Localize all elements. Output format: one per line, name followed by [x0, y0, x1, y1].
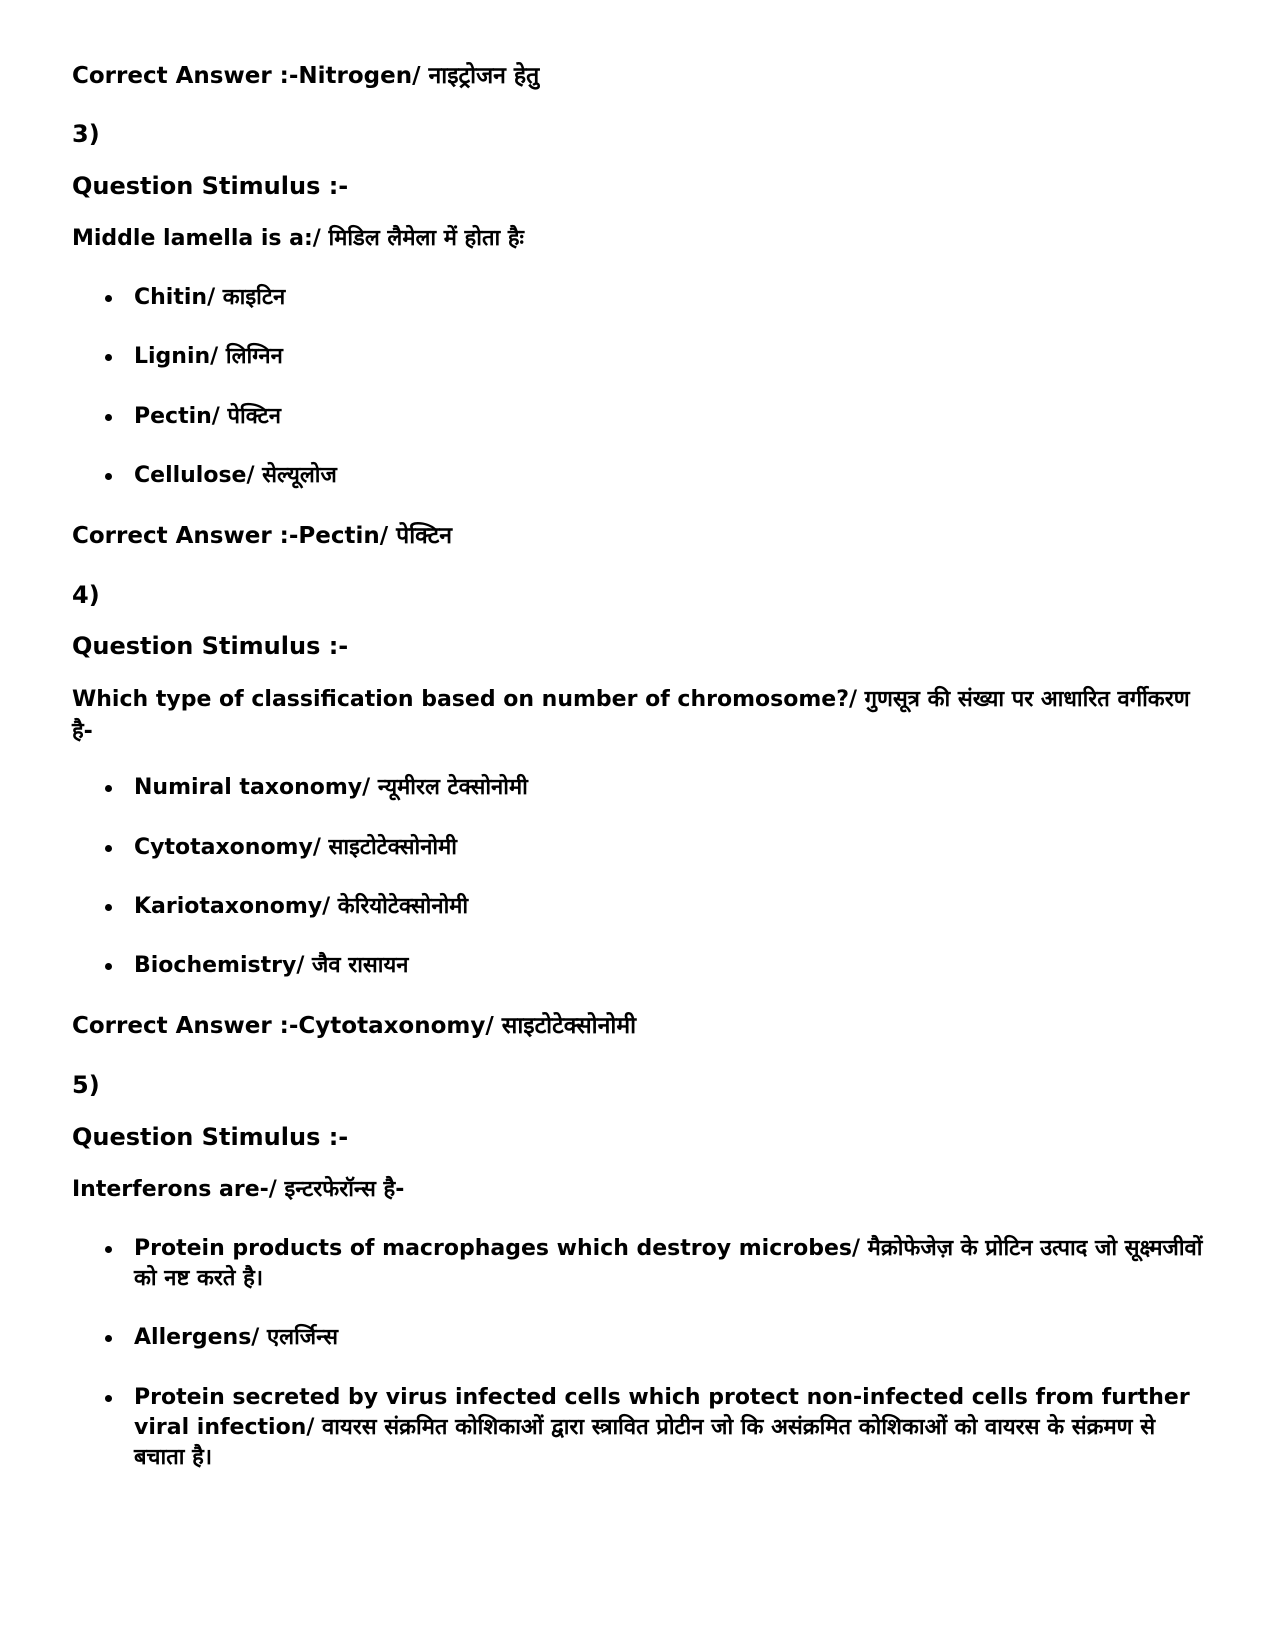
correct-answer-4	[72, 1008, 636, 1040]
correct-answer-prev	[72, 58, 539, 90]
option-4-4: Biochemistry/ जैव रासायन	[134, 951, 1212, 981]
question-stem-4: Which type of classification based on number of chromosome?/ गुणसूत्र की संख्या पर आधारित वर्गीकरण है-	[72, 687, 1190, 744]
correct-answer-label: Correct Answer :-	[72, 1013, 299, 1039]
question-stimulus-label-3: Question Stimulus :-	[72, 172, 349, 200]
question-stimulus-label-4: Question Stimulus :-	[72, 632, 349, 660]
question-stem-3: Middle lamella is a:/ मिडिल लैमेला में होता हैः	[72, 226, 524, 251]
correct-answer-label: Correct Answer :-	[72, 63, 299, 89]
correct-answer-value: Pectin/ पेक्टिन	[298, 523, 453, 549]
option-3-4: Cellulose/ सेल्यूलोज	[134, 461, 1212, 491]
option-3-1: Chitin/ काइटिन	[134, 283, 1212, 313]
correct-answer-value: Cytotaxonomy/ साइटोटेक्सोनोमी	[298, 1013, 637, 1039]
question-number-4: 4)	[72, 581, 100, 609]
question-stem-5: Interferons are-/ इन्टरफेरॉन्स है-	[72, 1177, 405, 1202]
option-5-1: Protein products of macrophages which destroy microbes/ मैक्रोफेजेज़ के प्रोटिन उत्पाद जो सूक्ष्मजीवों को नष्ट करते है।	[134, 1234, 1212, 1294]
correct-answer-label: Correct Answer :-	[72, 523, 299, 549]
correct-answer-value: Nitrogen/ नाइट्रोजन हेतु	[298, 63, 540, 89]
correct-answer-3	[72, 518, 452, 550]
option-4-1: Numiral taxonomy/ न्यूमीरल टेक्सोनोमी	[134, 773, 1212, 803]
question-number-5: 5)	[72, 1071, 100, 1099]
option-3-3: Pectin/ पेक्टिन	[134, 402, 1212, 432]
option-5-2: Allergens/ एलर्जिन्स	[134, 1323, 1212, 1353]
option-4-2: Cytotaxonomy/ साइटोटेक्सोनोमी	[134, 833, 1212, 863]
question-stimulus-label-5: Question Stimulus :-	[72, 1123, 349, 1151]
option-4-3: Kariotaxonomy/ केरियोटेक्सोनोमी	[134, 892, 1212, 922]
option-3-2: Lignin/ लिग्निन	[134, 342, 1212, 372]
question-number-3: 3)	[72, 120, 100, 148]
option-5-3: Protein secreted by virus infected cells which protect non-infected cells from further viral infection/ वायरस संक्रमित कोशिकाओं द्वारा स्त्रावित प्रोटीन जो कि असंक्रमित कोशिकाओं को वायरस के संक्रमण से बचाता है।	[134, 1383, 1212, 1473]
